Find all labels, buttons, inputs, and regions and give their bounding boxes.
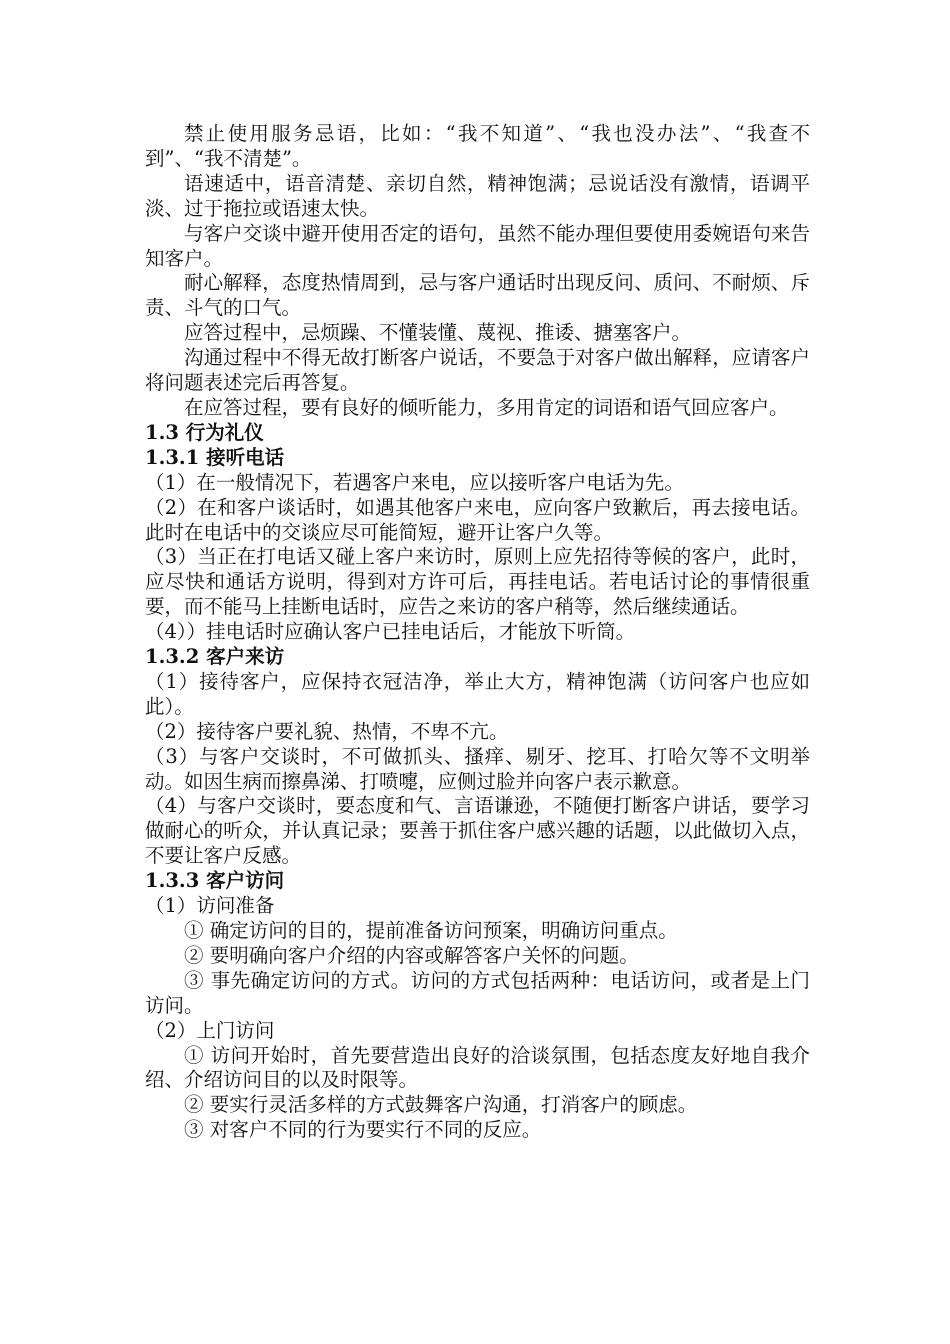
list-item: （1）访问准备 bbox=[145, 894, 275, 918]
paragraph-no-interrupting: 沟通过程中不得无故打断客户说话，不要急于对客户做出解释，应请客户将问题表述完后再答复。 bbox=[145, 346, 810, 395]
paragraph-forbidden-phrases: 禁止使用服务忌语，比如：“我不知道”、“我也没办法”、“我查不到”、“我不清楚”。 bbox=[145, 122, 810, 170]
sub-list-item: ① 确定访问的目的，提前准备访问预案，明确访问重点。 bbox=[184, 919, 678, 942]
list-item: （4）与客户交谈时，要态度和气、言语谦逊，不随便打断客户讲话，要学习做耐心的听众，并认真记录；要善于抓住客户感兴趣的话题，以此做切入点，不要让客户反感。 bbox=[145, 794, 810, 868]
subsection-heading-visiting-customers: 1.3.3 客户访问 bbox=[145, 869, 285, 893]
subsection-heading-answering-calls: 1.3.1 接听电话 bbox=[145, 445, 285, 469]
paragraph-answering-process: 应答过程中，忌烦躁、不懂装懂、蔑视、推诿、搪塞客户。 bbox=[184, 321, 692, 345]
list-item: （2）在和客户谈话时，如遇其他客户来电，应向客户致歉后，再去接电话。此时在电话中的交谈应尽可能简短，避开让客户久等。 bbox=[145, 495, 810, 544]
document-body bbox=[145, 122, 810, 1143]
section-heading-behavior-etiquette: 1.3 行为礼仪 bbox=[145, 420, 264, 444]
paragraph-listening: 在应答过程，要有良好的倾听能力，多用肯定的词语和语气回应客户。 bbox=[184, 395, 789, 419]
list-item: （4））挂电话时应确认客户已挂电话后，才能放下听筒。 bbox=[145, 620, 636, 644]
sub-list-item: ③ 事先确定访问的方式。访问的方式包括两种：电话访问，或者是上门访问。 bbox=[145, 968, 810, 1017]
sub-list-item: ② 要明确向客户介绍的内容或解答客户关怀的问题。 bbox=[184, 943, 639, 967]
paragraph-patient-explanation: 耐心解释，态度热情周到，忌与客户通话时出现反问、质问、不耐烦、斥责、斗气的口气。 bbox=[145, 271, 810, 320]
sub-list-item: ③ 对客户不同的行为要实行不同的反应。 bbox=[184, 1118, 542, 1142]
paragraph-avoid-negatives: 与客户交谈中避开使用否定的语句，虽然不能办理但要使用委婉语句来告知客户。 bbox=[145, 221, 810, 270]
sub-list-item: ② 要实行灵活多样的方式鼓舞客户沟通，打消客户的顾虑。 bbox=[184, 1093, 698, 1117]
list-item: （3）与客户交谈时，不可做抓头、搔痒、剔牙、挖耳、打哈欠等不文明举动。如因生病而擦鼻涕、打喷嚏，应侧过脸并向客户表示歉意。 bbox=[145, 744, 810, 793]
list-item: （1）在一般情况下，若遇客户来电，应以接听客户电话为先。 bbox=[145, 470, 684, 494]
list-item: （1）接待客户，应保持衣冠洁净，举止大方，精神饱满（访问客户也应如此）。 bbox=[145, 669, 810, 718]
list-item: （2）接待客户要礼貌、热情，不卑不亢。 bbox=[145, 719, 509, 743]
list-item: （2）上门访问 bbox=[145, 1018, 275, 1042]
paragraph-speaking-speed: 语速适中，语音清楚、亲切自然，精神饱满；忌说话没有激情，语调平淡、过于拖拉或语速太快。 bbox=[145, 171, 810, 220]
list-item: （3）当正在打电话又碰上客户来访时，原则上应先招待等候的客户，此时，应尽快和通话方说明，得到对方许可后，再挂电话。若电话讨论的事情很重要，而不能马上挂断电话时，应告之来访的客户稍等，然后继续通话。 bbox=[145, 545, 810, 619]
subsection-heading-customer-visits: 1.3.2 客户来访 bbox=[145, 645, 285, 669]
sub-list-item: ① 访问开始时，首先要营造出良好的洽谈氛围，包括态度友好地自我介绍、介绍访问目的以及时限等。 bbox=[145, 1043, 810, 1092]
